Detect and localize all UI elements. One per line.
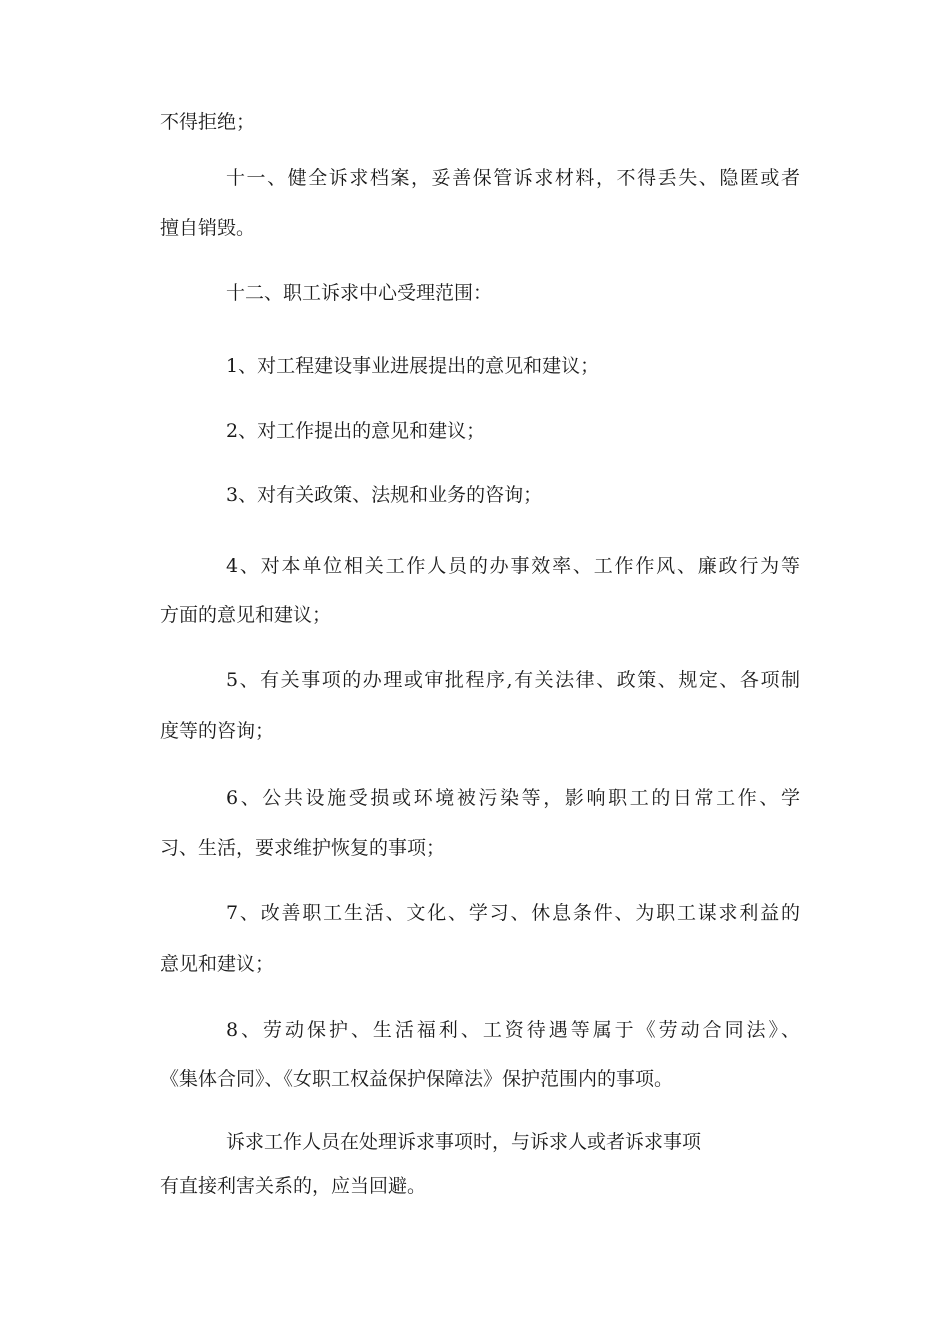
paragraph-line: 4、对本单位相关工作人员的办事效率、工作作风、廉政行为等 (226, 555, 800, 577)
paragraph-line: 擅自销毁。 (160, 217, 256, 239)
paragraph-line: 意见和建议； (160, 953, 275, 975)
paragraph-line: 《集体合同》、《女职工权益保护保障法》保护范围内的事项。 (160, 1068, 674, 1090)
paragraph-line: 十一、健全诉求档案，妥善保管诉求材料，不得丢失、隐匿或者 (226, 167, 800, 189)
paragraph-line: 不得拒绝； (160, 111, 256, 133)
paragraph-line: 6、公共设施受损或环境被污染等，影响职工的日常工作、学 (226, 787, 800, 809)
paragraph-line: 方面的意见和建议； (160, 604, 332, 626)
paragraph-line: 2、对工作提出的意见和建议； (226, 420, 486, 442)
paragraph-line: 1、对工程建设事业进展提出的意见和建议； (226, 355, 600, 377)
paragraph-line: 3、对有关政策、法规和业务的咨询； (226, 484, 543, 506)
paragraph-line: 8、劳动保护、生活福利、工资待遇等属于《劳动合同法》、 (226, 1019, 800, 1041)
paragraph-line: 5、有关事项的办理或审批程序,有关法律、政策、规定、各项制 (226, 669, 800, 691)
paragraph-line: 7、改善职工生活、文化、学习、休息条件、为职工谋求利益的 (226, 902, 800, 924)
paragraph-line: 有直接利害关系的，应当回避。 (160, 1175, 427, 1197)
paragraph-line: 习、生活，要求维护恢复的事项； (160, 837, 446, 859)
paragraph-line: 诉求工作人员在处理诉求事项时，与诉求人或者诉求事项 (226, 1131, 702, 1153)
paragraph-line: 十二、职工诉求中心受理范围： (226, 282, 493, 304)
paragraph-line: 度等的咨询； (160, 720, 275, 742)
